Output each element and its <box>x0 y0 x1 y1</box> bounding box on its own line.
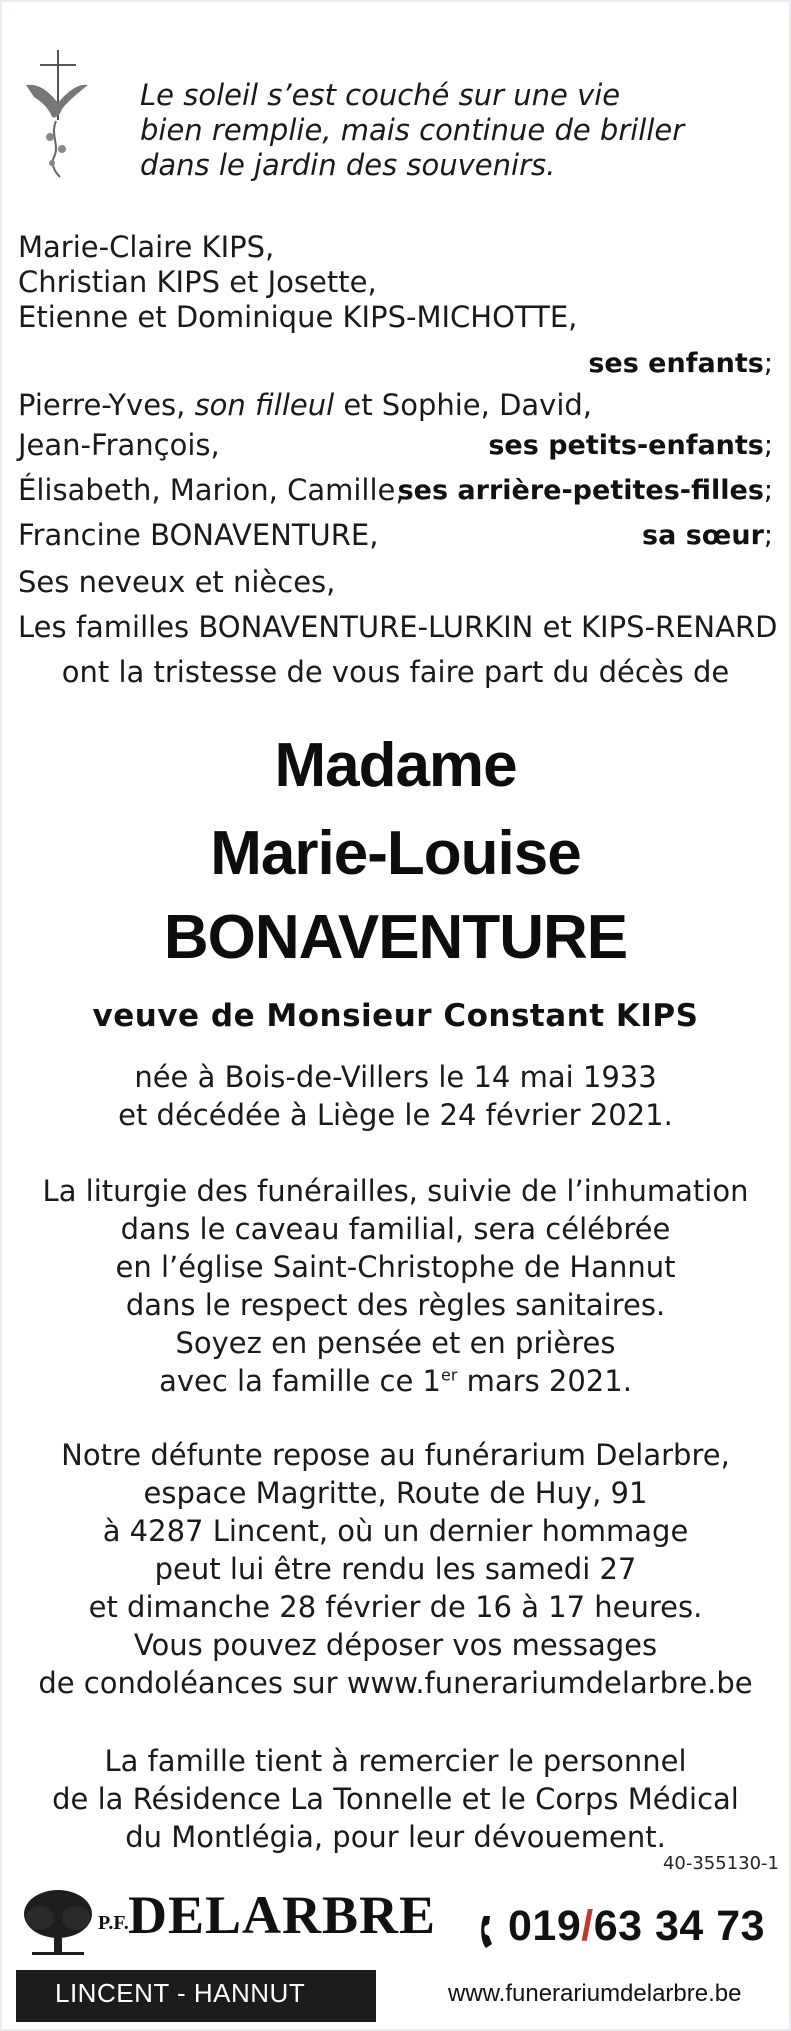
footer-location: LINCENT - HANNUT <box>55 1978 306 2008</box>
funerarium-line: de condoléances sur www.funerariumdelarbre.be <box>38 1666 753 1700</box>
relation-arriere-petites-filles: ses arrière-petites-filles; <box>397 475 773 506</box>
phone-number: 019/63 34 73 <box>508 1902 766 1950</box>
deceased-last-name: BONAVENTURE <box>163 903 628 972</box>
filleul-text: son filleul <box>194 388 335 422</box>
deceased-title: Madame <box>274 731 517 800</box>
relation-petits-enfants: ses petits-enfants; <box>488 430 773 461</box>
funerarium-block <box>0 1436 791 1702</box>
family-line: Élisabeth, Marion, Camille, <box>18 473 405 507</box>
dates-block <box>0 1058 791 1134</box>
family-line: Jean-François, <box>18 428 220 462</box>
relation-enfants: ses enfants; <box>588 348 773 379</box>
relation-soeur: sa sœur; <box>642 520 773 551</box>
ceremony-block <box>0 1172 791 1400</box>
ceremony-line: dans le respect des règles sanitaires. <box>125 1288 666 1322</box>
poem <box>140 78 684 183</box>
funerarium-line: Notre défunte repose au funérarium Delarbre, <box>61 1438 730 1472</box>
poem-line: dans le jardin des souvenirs. <box>140 148 556 182</box>
thanks-line: de la Résidence La Tonnelle et le Corps Médical <box>52 1782 739 1816</box>
poem-line: bien remplie, mais continue de briller <box>140 113 685 147</box>
ceremony-line: en l’église Saint-Christophe de Hannut <box>115 1250 676 1284</box>
funerarium-line: espace Magritte, Route de Huy, 91 <box>143 1476 648 1510</box>
thanks-block <box>0 1742 791 1856</box>
family-line: Pierre-Yves, son filleul et Sophie, David, <box>18 388 593 422</box>
ceremony-line: La liturgie des funérailles, suivie de l’inhumation <box>42 1174 749 1208</box>
reference-number: 40-355130-1 <box>662 1853 779 1874</box>
family-line: Etienne et Dominique KIPS-MICHOTTE, <box>18 300 578 334</box>
date-line: et décédée à Liège le 24 février 2021. <box>118 1098 673 1132</box>
date-line: née à Bois-de-Villers le 14 mai 1933 <box>134 1060 657 1094</box>
ceremony-line: Soyez en pensée et en prières <box>175 1326 616 1360</box>
cross-dove-icon <box>20 45 90 180</box>
family-line: Ses neveux et nièces, <box>18 565 336 599</box>
announce-text: ont la tristesse de vous faire part du décès de <box>61 655 730 689</box>
footer-website-link[interactable]: www.funerariumdelarbre.be <box>448 1980 742 2007</box>
ceremony-date-line: avec la famille ce 1er mars 2021. <box>159 1364 632 1398</box>
ceremony-line: dans le caveau familial, sera célébrée <box>120 1212 671 1246</box>
family-line: Les familles BONAVENTURE-LURKIN et KIPS-RENARD <box>18 610 778 644</box>
family-line: Francine BONAVENTURE, <box>18 518 379 552</box>
poem-line: Le soleil s’est couché sur une vie <box>140 78 621 112</box>
funerarium-line: à 4287 Lincent, où un dernier hommage <box>102 1514 689 1548</box>
family-line: Marie-Claire KIPS, <box>18 230 275 264</box>
family-line: Christian KIPS et Josette, <box>18 265 377 299</box>
funerarium-line: et dimanche 28 février de 16 à 17 heures. <box>88 1590 703 1624</box>
thanks-line: du Montlégia, pour leur dévouement. <box>125 1820 666 1854</box>
funerarium-line: peut lui être rendu les samedi 27 <box>154 1552 637 1586</box>
thanks-line: La famille tient à remercier le personnel <box>104 1744 687 1778</box>
brand-name: DELARBRE <box>128 1885 437 1945</box>
widow-line: veuve de Monsieur Constant KIPS <box>92 998 699 1034</box>
tree-logo-icon <box>22 1888 94 1958</box>
deceased-first-name: Marie-Louise <box>210 819 581 888</box>
phone-icon <box>478 1912 504 1952</box>
funerarium-line: Vous pouvez déposer vos messages <box>133 1628 658 1662</box>
pf-label: P.F. <box>98 1912 129 1934</box>
